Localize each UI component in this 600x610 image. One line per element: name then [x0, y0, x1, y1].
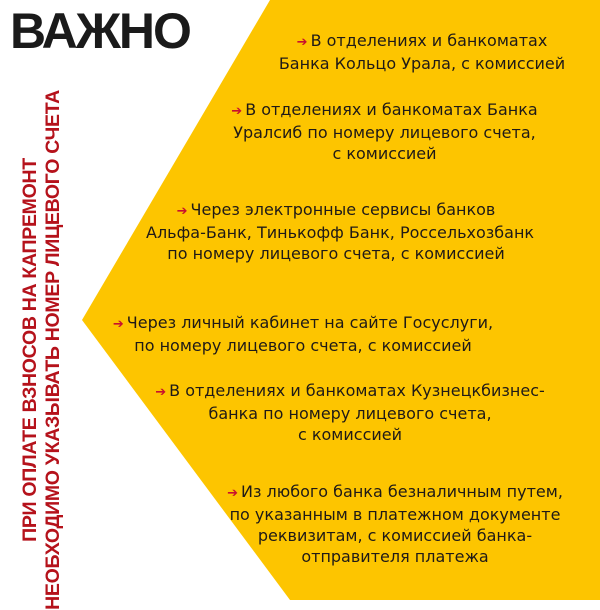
- vertical-notice-line-2: НЕОБХОДИМО УКАЗЫВАТЬ НОМЕР ЛИЦЕВОГО СЧЕТА: [42, 90, 64, 610]
- item-line: по номеру лицевого счета, с комиссией: [134, 336, 472, 355]
- page-title: ВАЖНО: [10, 3, 190, 59]
- item-line: ➔ Через электронные сервисы банков: [176, 200, 496, 219]
- vertical-notice-line-1: ПРИ ОПЛАТЕ ВЗНОСОВ НА КАПРЕМОНТ: [18, 158, 41, 542]
- item-line: ➔ Из любого банка безналичным путем,: [227, 482, 563, 501]
- payment-method-item: [202, 99, 567, 164]
- item-line: ➔ Через личный кабинет на сайте Госуслуги,: [112, 313, 494, 332]
- payment-method-item: [146, 199, 535, 264]
- arrow-right-icon: ➔: [231, 104, 243, 119]
- payment-method-item: [252, 30, 592, 74]
- payment-method-item: [135, 380, 565, 445]
- item-line: ➔ В отделениях и банкоматах: [296, 31, 548, 50]
- arrow-right-icon: ➔: [155, 385, 167, 400]
- item-line: ➔ В отделениях и банкоматах Банка: [231, 100, 538, 119]
- arrow-right-icon: ➔: [112, 317, 124, 332]
- payment-method-item: [88, 312, 518, 356]
- item-line: Уралсиб по номеру лицевого счета,: [233, 123, 536, 142]
- arrow-right-icon: ➔: [227, 486, 238, 501]
- item-line: с комиссией: [297, 425, 403, 444]
- item-line: отправителя платежа: [301, 547, 489, 566]
- item-line: Банка Кольцо Урала, с комиссией: [278, 54, 566, 73]
- item-line: банка по номеру лицевого счета,: [208, 404, 492, 423]
- arrow-right-icon: ➔: [296, 35, 308, 50]
- item-line: по указанным в платежном документе: [229, 505, 561, 524]
- item-line: по номеру лицевого счета, с комиссией: [167, 244, 505, 263]
- item-line: Альфа-Банк, Тинькофф Банк, Россельхозбанк: [146, 223, 535, 242]
- arrow-right-icon: ➔: [176, 204, 188, 219]
- item-line: с комиссией: [332, 144, 437, 163]
- payment-method-item: [195, 481, 595, 567]
- item-line: ➔ В отделениях и банкоматах Кузнецкбизнес-: [155, 381, 545, 400]
- item-line: реквизитам, с комиссией банка-: [257, 526, 533, 545]
